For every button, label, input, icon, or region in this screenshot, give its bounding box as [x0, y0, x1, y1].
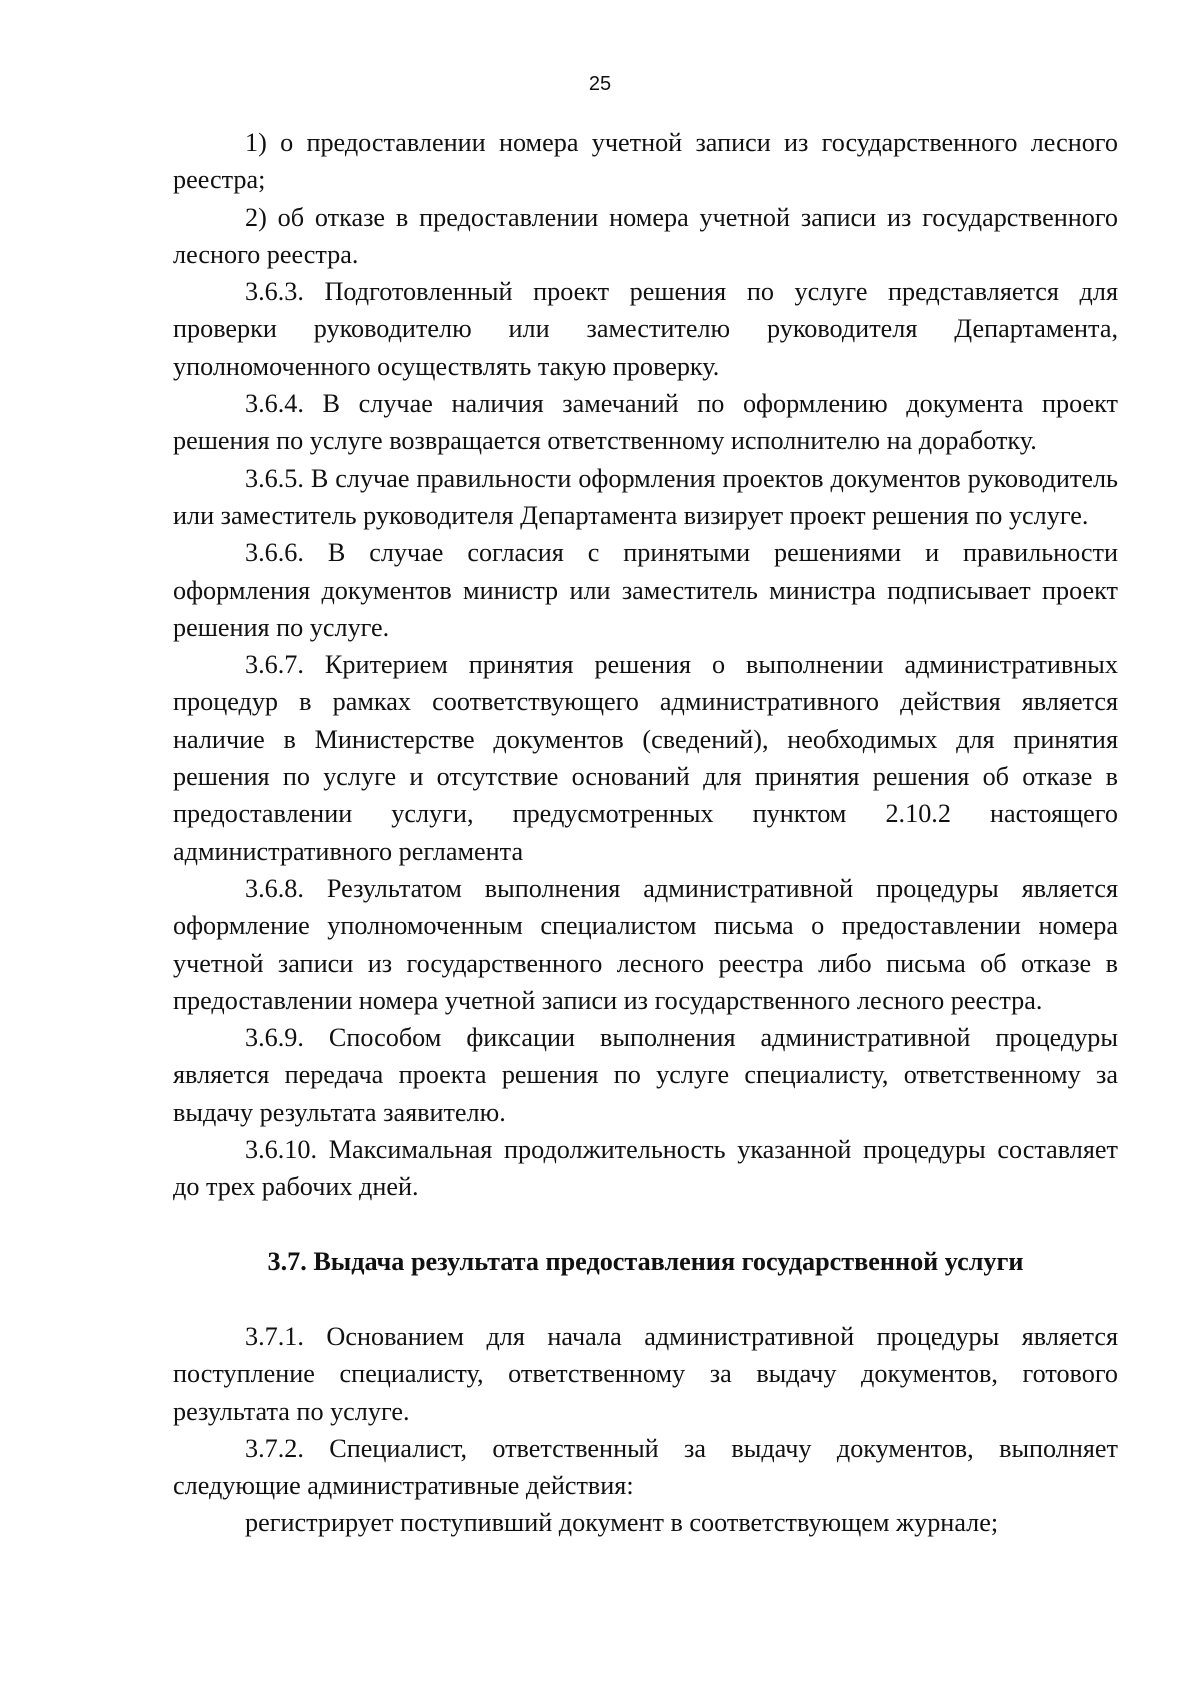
section-heading: 3.7. Выдача результата предоставления государственной услуги	[267, 1246, 1024, 1276]
paragraph-item-2: 2) об отказе в предоставлении номера учетной записи из государственного лесного реестра.	[173, 202, 1118, 269]
paragraph-3-6-8: 3.6.8. Результатом выполнения административной процедуры является оформление уполномоченным специалистом письма о предоставлении номера учетной записи из государственного лесного реестра либо письма об отказе в предоставлении номера учетной записи из государственного лесного реестра.	[173, 873, 1118, 1015]
paragraph-3-6-9: 3.6.9. Способом фиксации выполнения административной процедуры является передача проекта решения по услуге специалисту, ответственному за выдачу результата заявителю.	[173, 1023, 1118, 1127]
paragraph-3-7-1: 3.7.1. Основанием для начала административной процедуры является поступление специалисту, ответственному за выдачу документов, готового результата по услуге.	[173, 1321, 1118, 1426]
page-number: 25	[588, 73, 612, 95]
paragraph-3-6-5: 3.6.5. В случае правильности оформления проектов документов руководитель или заместитель руководителя Департамента визирует проект решения по услуге.	[173, 463, 1118, 530]
paragraph-3-6-4: 3.6.4. В случае наличия замечаний по оформлению документа проект решения по услуге возвращается ответственному исполнителю на доработку.	[173, 389, 1118, 456]
document-body	[173, 124, 1118, 1542]
paragraph-3-6-6: 3.6.6. В случае согласия с принятыми решениями и правильности оформления документов министр или заместитель министра подписывает проект решения по услуге.	[173, 538, 1118, 642]
paragraph-registration: регистрирует поступивший документ в соответствующем журнале;	[245, 1508, 999, 1538]
paragraph-3-6-3: 3.6.3. Подготовленный проект решения по услуге представляется для проверки руководителю или заместителю руководителя Департамента, уполномоченного осуществлять такую проверку.	[173, 277, 1118, 381]
paragraph-3-6-7: 3.6.7. Критерием принятия решения о выполнении административных процедур в рамках соответствующего административного действия является наличие в Министерстве документов (сведений), необходимых для принятия решения по услуге и отсутствие оснований для принятия решения об отказе в предоставлении услуги, предусмотренных пунктом 2.10.2 настоящего административного регламента	[173, 650, 1118, 866]
paragraph-item-1: 1) о предоставлении номера учетной записи из государственного лесного реестра;	[173, 128, 1118, 195]
paragraph-3-7-2: 3.7.2. Специалист, ответственный за выдачу документов, выполняет следующие административные действия:	[173, 1433, 1118, 1501]
paragraph-3-6-10: 3.6.10. Максимальная продолжительность указанной процедуры составляет до трех рабочих дней.	[173, 1135, 1118, 1202]
